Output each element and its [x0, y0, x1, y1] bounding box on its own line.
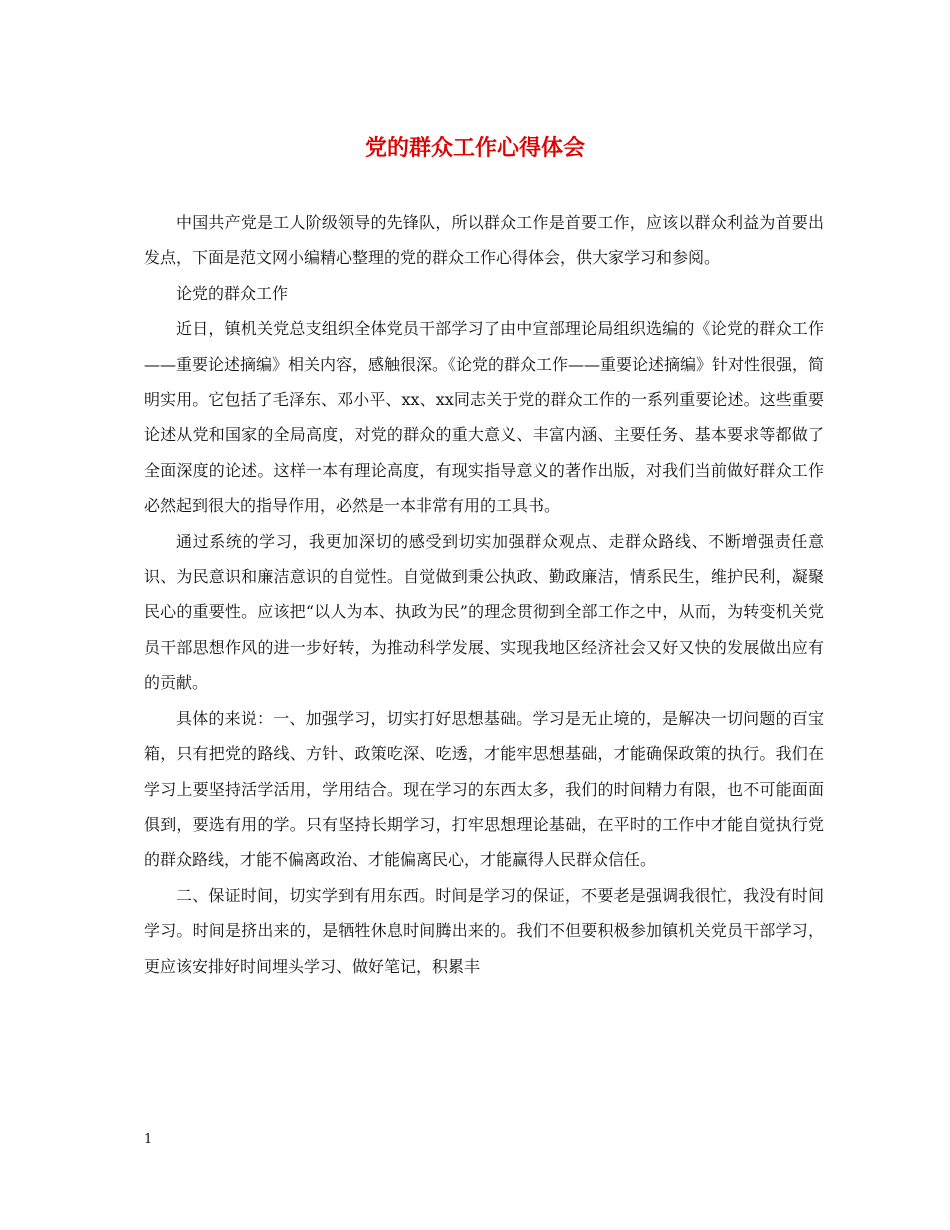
document-title: 党的群众工作心得体会 [364, 135, 585, 161]
paragraph-reflection: 通过系统的学习，我更加深切的感受到切实加强群众观点、走群众路线、不断增强责任意识、为民意识和廉洁意识的自觉性。自觉做到秉公执政、勤政廉洁，情系民生，维护民利，凝聚民心的重要性。应该把“以人为本、执政为民”的理念贯彻到全部工作之中，从而，为转变机关党员干部思想作风的进一步好转，为推动科学发展、实现我地区经济社会又好又快的发展做出应有的贡献。 [144, 531, 824, 693]
paragraph-point-one: 具体的来说：一、加强学习，切实打好思想基础。学习是无止境的，是解决一切问题的百宝箱，只有把党的路线、方针、政策吃深、吃透，才能牢思想基础，才能确保政策的执行。我们在学习上要坚持活学活用，学用结合。现在学习的东西太多，我们的时间精力有限，也不可能面面俱到，要选有用的学。只有坚持长期学习，打牢思想理论基础，在平时的工作中才能自觉执行党的群众路线，才能不偏离政治、才能偏离民心，才能赢得人民群众信任。 [144, 708, 824, 870]
paragraph-study-summary: 近日，镇机关党总支组织全体党员干部学习了由中宣部理论局组织选编的《论党的群众工作——重要论述摘编》相关内容，感触很深。《论党的群众工作——重要论述摘编》针对性很强，简明实用。它包括了毛泽东、邓小平、xx、xx同志关于党的群众工作的一系列重要论述。这些重要论述从党和国家的全局高度，对党的群众的重大意义、丰富内涵、主要任务、基本要求等都做了全面深度的论述。这样一本有理论高度，有现实指导意义的著作出版，对我们当前做好群众工作必然起到很大的指导作用，必然是一本非常有用的工具书。 [144, 319, 825, 516]
document-body [144, 205, 824, 984]
paragraph-point-two: 二、保证时间，切实学到有用东西。时间是学习的保证，不要老是强调我很忙，我没有时间学习。时间是挤出来的，是牺牲休息时间腾出来的。我们不但要积极参加镇机关党员干部学习，更应该安排好时间埋头学习、做好笔记，积累丰 [144, 885, 824, 976]
page-number: 1 [144, 1132, 153, 1147]
section-heading: 论党的群众工作 [176, 283, 289, 303]
paragraph-intro: 中国共产党是工人阶级领导的先锋队，所以群众工作是首要工作，应该以群众利益为首要出发点，下面是范文网小编精心整理的党的群众工作心得体会，供大家学习和参阅。 [144, 213, 824, 268]
